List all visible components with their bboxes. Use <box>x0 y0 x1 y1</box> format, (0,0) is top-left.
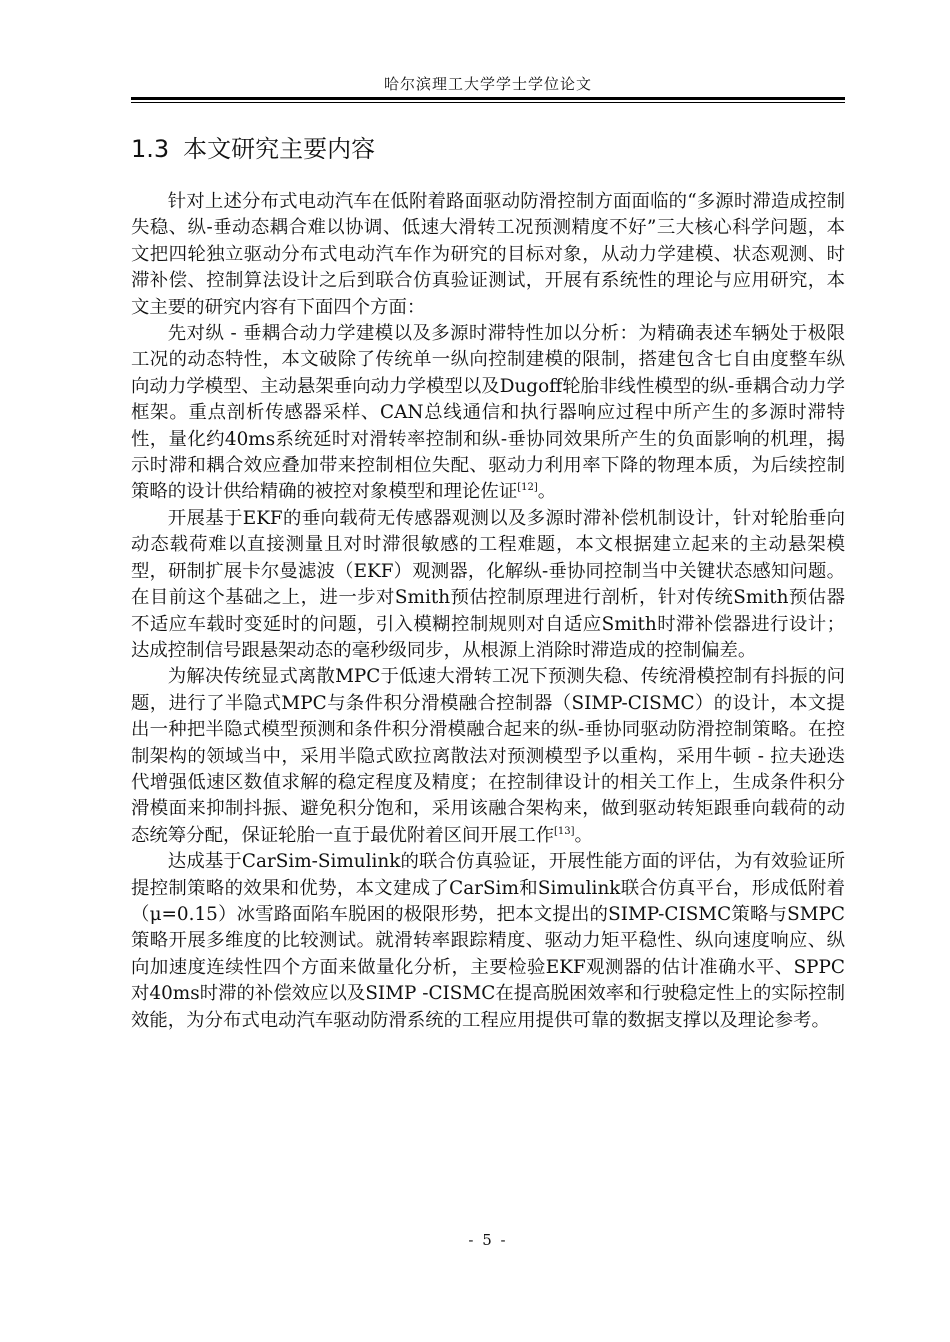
paragraph-tail: 。 <box>574 824 593 846</box>
paragraph-modeling <box>131 321 845 506</box>
page-number: - 5 - <box>468 1231 508 1249</box>
citation: [13] <box>554 825 575 837</box>
paragraph-simulation <box>131 849 845 1034</box>
citation: [12] <box>517 482 538 494</box>
body-text <box>131 189 845 1034</box>
paragraph-observer <box>131 506 845 664</box>
running-header: 哈尔滨理工大学学士学位论文 <box>383 75 592 93</box>
header-rule <box>131 97 845 100</box>
paragraph-text: 达成基于CarSim-Simulink的联合仿真验证，开展性能方面的评估，为有效验证所提控制策略的效果和优势，本文建成了CarSim和Simulink联合仿真平台，形成低附着（μ=0.15）冰雪路面陷车脱困的极限形势，把本文提出的SIMP-CISMC策略与SMPC策略开展多维度的比较测试。就滑转率跟踪精度、驱动力矩平稳性、纵向速度响应、纵向加速度连续性四个方面来做量化分析，主要检验EKF观测器的估计准确水平、SPPC对40ms时滞的补偿效应以及SIMP -CISMC在提高脱困效率和行驶稳定性上的实际控制效能，为分布式电动汽车驱动防滑系统的工程应用提供可靠的数据支撑以及理论参考。 <box>131 851 845 1031</box>
section-title: 本文研究主要内容 <box>183 135 376 163</box>
section-number: 1.3 <box>131 135 170 163</box>
paragraph-text: 开展基于EKF的垂向载荷无传感器观测以及多源时滞补偿机制设计，针对轮胎垂向动态载荷难以直接测量且对时滞很敏感的工程难题，本文根据建立起来的主动悬架模型，研制扩展卡尔曼滤波（EKF）观测器，化解纵-垂协同控制当中关键状态感知问题。在目前这个基础之上，进一步对Smith预估控制原理进行剖析，针对传统Smith预估器不适应车载时变延时的问题，引入模糊控制规则对自适应Smith时滞补偿器进行设计；达成控制信号跟悬架动态的毫秒级同步，从根源上消除时滞造成的控制偏差。 <box>131 507 845 661</box>
header-rule-thin <box>131 102 845 103</box>
paragraph-text: 为解决传统显式离散MPC于低速大滑转工况下预测失稳、传统滑模控制有抖振的问题，进行了半隐式MPC与条件积分滑模融合控制器（SIMP-CISMC）的设计，本文提出一种把半隐式模型预测和条件积分滑模融合起来的纵-垂协同驱动防滑控制策略。在控制架构的领域当中，采用半隐式欧拉离散法对预测模型予以重构，采用牛顿 - 拉夫逊迭代增强低速区数值求解的稳定程度及精度；在控制律设计的相关工作上，生成条件积分滑模面来抑制抖振、避免积分饱和，采用该融合架构来，做到驱动转矩跟垂向载荷的动态统筹分配，保证轮胎一直于最优附着区间开展工作 <box>131 666 845 846</box>
paragraph-text: 先对纵 - 垂耦合动力学建模以及多源时滞特性加以分析：为精确表述车辆处于极限工况的动态特性，本文破除了传统单一纵向控制建模的限制，搭建包含七自由度整车纵向动力学模型、主动悬架垂向动力学模型以及Dugoff轮胎非线性模型的纵-垂耦合动力学框架。重点剖析传感器采样、CAN总线通信和执行器响应过程中所产生的多源时滞特性，量化约40ms系统延时对滑转率控制和纵-垂协同效果所产生的负面影响的机理，揭示时滞和耦合效应叠加带来控制相位失配、驱动力利用率下降的物理本质，为后续控制策略的设计供给精确的被控对象模型和理论佐证 <box>131 323 845 503</box>
paragraph-tail: 。 <box>537 481 557 503</box>
section-heading <box>131 132 845 166</box>
paragraph-text: 针对上述分布式电动汽车在低附着路面驱动防滑控制方面面临的“多源时滞造成控制失稳、纵-垂动态耦合难以协调、低速大滑转工况预测精度不好”三大核心科学问题，本文把四轮独立驱动分布式电动汽车作为研究的目标对象，从动力学建模、状态观测、时滞补偿、控制算法设计之后到联合仿真验证测试，开展有系统性的理论与应用研究，本文主要的研究内容有下面四个方面： <box>131 191 845 318</box>
paragraph-controller <box>131 664 845 849</box>
paragraph-intro <box>131 189 845 321</box>
